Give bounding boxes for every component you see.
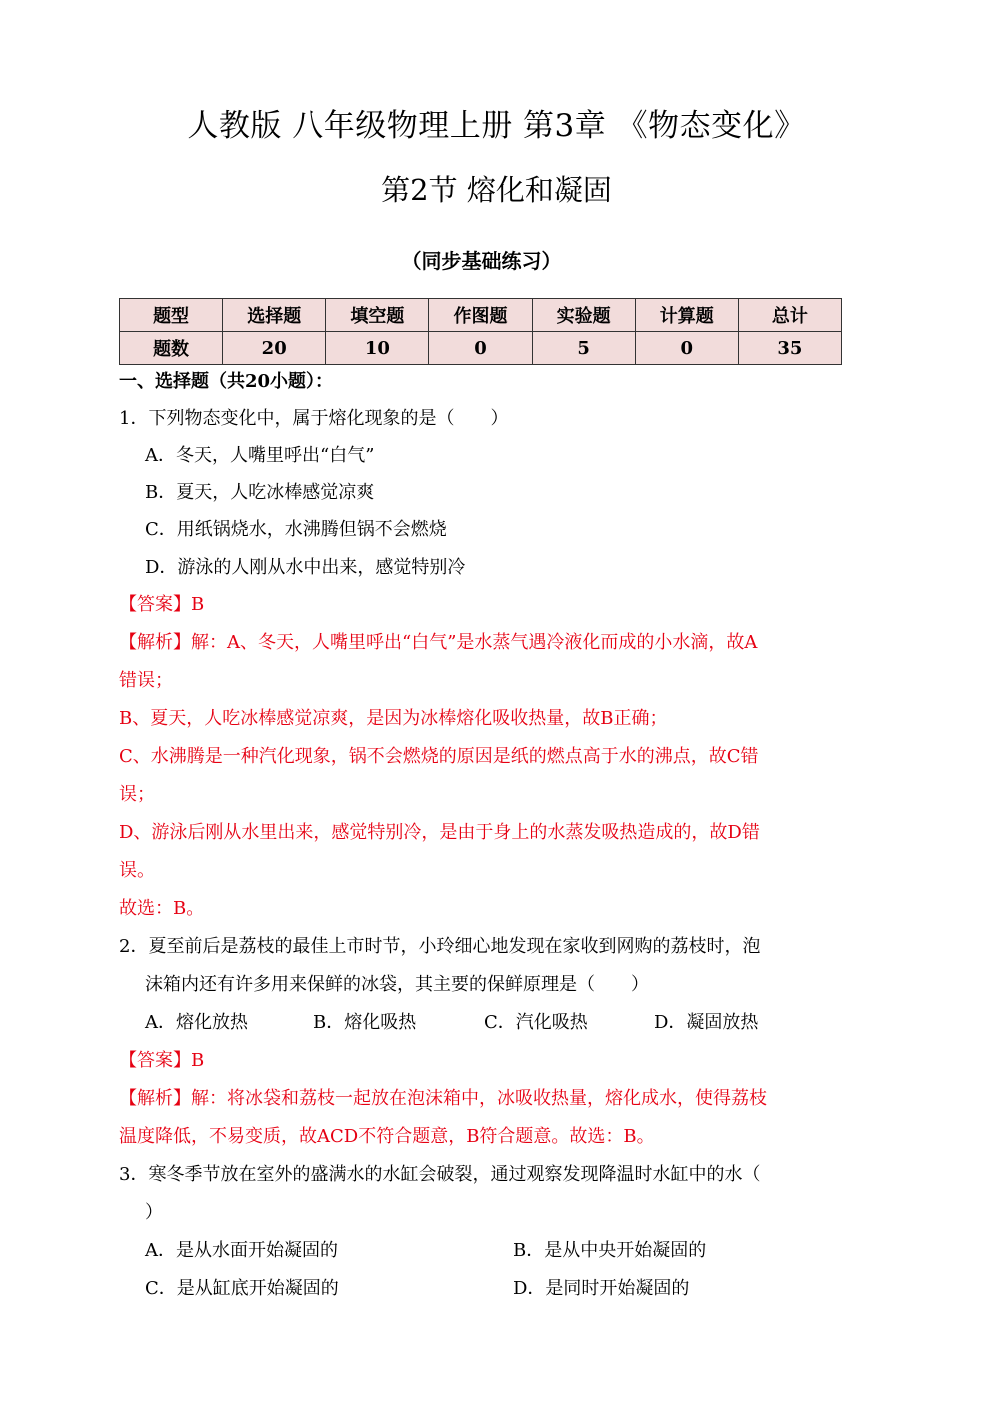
table-cell: 35 <box>738 332 841 365</box>
document-title: 人教版 八年级物理上册 第3章 《物态变化》 <box>187 108 806 144</box>
table-cell: 填空题 <box>326 299 429 332</box>
question-1-analysis-line: D、游泳后刚从水里出来，感觉特别冷，是由于身上的水蒸发吸热造成的，故D错 <box>119 822 760 843</box>
table-cell: 0 <box>635 332 738 365</box>
section-title: 第2节 熔化和凝固 <box>381 173 612 207</box>
table-row <box>120 299 842 332</box>
question-1-analysis-line: B、夏天，人吃冰棒感觉凉爽，是因为冰棒熔化吸收热量，故B正确； <box>119 708 668 729</box>
table-cell: 题数 <box>120 332 223 365</box>
question-3-option-a: A．是从水面开始凝固的 <box>145 1240 338 1261</box>
analysis-text: 解：A、冬天，人嘴里呼出“白气”是水蒸气遇冷液化而成的小水滴，故A <box>191 632 758 653</box>
question-3-option-b: B．是从中央开始凝固的 <box>513 1240 707 1261</box>
answer-label: 【答案】 <box>119 594 191 615</box>
question-2-analysis-line: 温度降低，不易变质，故ACD不符合题意，B符合题意。故选：B。 <box>119 1126 655 1147</box>
question-1-analysis-line: 误； <box>119 784 155 805</box>
question-2-option-a: A．熔化放热 <box>145 1012 248 1033</box>
question-2-option-c: C．汽化吸热 <box>484 1012 588 1033</box>
question-1-stem: 1．下列物态变化中，属于熔化现象的是（ ） <box>119 408 509 429</box>
table-cell: 选择题 <box>223 299 326 332</box>
table-cell: 计算题 <box>635 299 738 332</box>
table-cell: 作图题 <box>429 299 532 332</box>
question-1-option-c: C．用纸锅烧水，水沸腾但锅不会燃烧 <box>145 519 447 540</box>
question-1-analysis-line: C、水沸腾是一种汽化现象，锅不会燃烧的原因是纸的燃点高于水的沸点，故C错 <box>119 746 759 767</box>
question-1-analysis-line: 故选：B。 <box>119 898 205 919</box>
question-2-stem: 2．夏至前后是荔枝的最佳上市时节，小玲细心地发现在家收到网购的荔枝时，泡 <box>119 936 761 957</box>
question-2-option-d: D．凝固放热 <box>654 1012 759 1033</box>
answer-value: B <box>191 1050 205 1071</box>
analysis-text: 解：将冰袋和荔枝一起放在泡沫箱中，冰吸收热量，熔化成水，使得荔枝 <box>191 1088 767 1109</box>
answer-label: 【答案】 <box>119 1050 191 1071</box>
question-1-answer <box>119 593 204 617</box>
analysis-label: 【解析】 <box>119 632 191 653</box>
question-1-analysis-line: 误。 <box>119 860 155 881</box>
table-cell: 总计 <box>738 299 841 332</box>
question-2-answer <box>119 1049 204 1073</box>
question-3-option-c: C．是从缸底开始凝固的 <box>145 1278 339 1299</box>
table-cell: 实验题 <box>532 299 635 332</box>
subtitle: （同步基础练习） <box>401 249 562 273</box>
question-1-option-a: A．冬天，人嘴里呼出“白气” <box>145 445 375 466</box>
question-stats-table <box>119 298 842 365</box>
table-cell: 20 <box>223 332 326 365</box>
question-1-option-b: B．夏天，人吃冰棒感觉凉爽 <box>145 482 375 503</box>
section-heading: 一、选择题（共20小题）： <box>119 371 334 392</box>
question-3-stem: 3．寒冬季节放在室外的盛满水的水缸会破裂，通过观察发现降温时水缸中的水（ <box>119 1164 761 1185</box>
question-3-option-d: D．是同时开始凝固的 <box>513 1278 690 1299</box>
table-cell: 0 <box>429 332 532 365</box>
question-2-analysis-line <box>119 1087 767 1111</box>
question-1-option-d: D．游泳的人刚从水中出来，感觉特别冷 <box>145 557 466 578</box>
question-2-option-b: B．熔化吸热 <box>313 1012 417 1033</box>
question-3-stem: ） <box>145 1202 163 1223</box>
question-1-analysis-line: 错误； <box>119 670 173 691</box>
table-row <box>120 332 842 365</box>
answer-value: B <box>191 594 205 615</box>
table-cell: 10 <box>326 332 429 365</box>
table-cell: 5 <box>532 332 635 365</box>
question-1-analysis-line <box>119 631 757 655</box>
question-2-stem: 沫箱内还有许多用来保鲜的冰袋，其主要的保鲜原理是（ ） <box>145 974 649 995</box>
table-cell: 题型 <box>120 299 223 332</box>
analysis-label: 【解析】 <box>119 1088 191 1109</box>
